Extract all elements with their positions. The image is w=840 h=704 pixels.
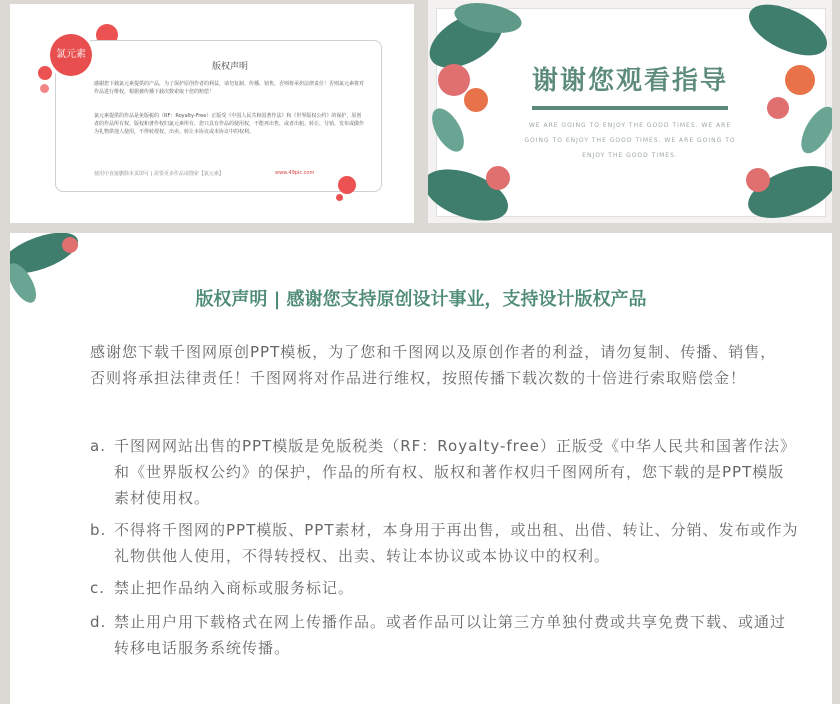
copyright-footer: 使用中直接删除本页即可 | 需要更多作品请搜索【氯元素】 xyxy=(94,171,224,177)
copyright-url: www.49pic.com xyxy=(275,170,315,176)
clause-text: 禁止把作品纳入商标或服务标记。 xyxy=(114,579,355,597)
copyright-title: 版权声明 xyxy=(211,62,248,72)
slide-copyright-statement xyxy=(10,233,832,704)
red-dot-decoration xyxy=(338,176,356,194)
statement-headline: 版权声明 | 感谢您支持原创设计事业，支持设计版权产品 xyxy=(195,289,647,310)
thanks-subtitle: WE ARE GOING TO ENJOY THE GOOD TIMES. WE ARE GOING TO ENJOY THE GOOD TIMES. WE ARE GOING TO ENJOY THE GOOD TIMES. xyxy=(524,122,736,159)
clause-item xyxy=(90,575,800,601)
floral-leaf-decoration-left xyxy=(428,0,832,223)
slide-thanks xyxy=(428,0,832,223)
title-underline xyxy=(532,106,728,110)
copyright-paragraph-2: 氯元素提供的作品是免版税的（RF：Royalty-Free）正版受《中国人民共和国著作法》和《世界版权公约》的保护，原创者的作品所有权、版权和著作权归氯元素所有，您只具有作品的使用权，不能再出售，或者出租、转让、分销、发布或做作为礼物供他人使用，不得转授权、出卖、转让本协议或本协议中的权利。 xyxy=(94,113,365,135)
clause-text: 禁止用户用下载格式在网上传播作品。或者作品可以让第三方单独付费或共享免费下载、或通过转移电话服务系统传播。 xyxy=(114,613,787,657)
red-dot-decoration xyxy=(38,66,52,80)
red-dot-decoration xyxy=(40,84,49,93)
clause-marker: b. xyxy=(90,521,107,539)
clause-item xyxy=(90,609,800,661)
clause-text: 不得将千图网的PPT模版、PPT素材，本身用于再出售，或出租、出借、转让、分销、发布或作为礼物供他人使用，不得转授权、出卖、转让本协议或本协议中的权利。 xyxy=(114,521,799,565)
leaf-cluster-bottom-left xyxy=(428,159,515,223)
leaf-cluster-bottom-right xyxy=(741,156,832,223)
thanks-title: 谢谢您观看指导 xyxy=(531,66,728,96)
statement-intro: 感谢您下载千图网原创PPT模板，为了您和千图网以及原创作者的利益，请勿复制、传播、销售，否则将承担法律责任！千图网将对作品进行维权，按照传播下载次数的十倍进行索取赔偿金！ xyxy=(90,343,777,387)
clause-item xyxy=(90,433,800,511)
copyright-paragraph-1: 感谢您下载氯元素提供的产品，为了保护原创作者的利益，请勿复制、传播、销售，否则将承担法律责任！否则氯元素将对作品进行维权，根据被传播下载次数索取十倍的赔偿！ xyxy=(94,81,365,95)
red-dot-decoration xyxy=(336,194,343,201)
brand-badge: 氯元素 xyxy=(50,34,92,76)
clause-marker: d. xyxy=(90,613,107,631)
clause-text: 千图网网站出售的PPT模版是免版税类（RF：Royalty-free）正版受《中华人民共和国著作法》和《世界版权公约》的保护，作品的所有权、版权和著作权归千图网所有，您下载的是PPT模版素材使用权。 xyxy=(114,437,796,507)
slide-copyright-notice xyxy=(10,4,414,223)
clause-item xyxy=(90,517,800,569)
clause-marker: c. xyxy=(90,579,106,597)
clause-marker: a. xyxy=(90,437,106,455)
